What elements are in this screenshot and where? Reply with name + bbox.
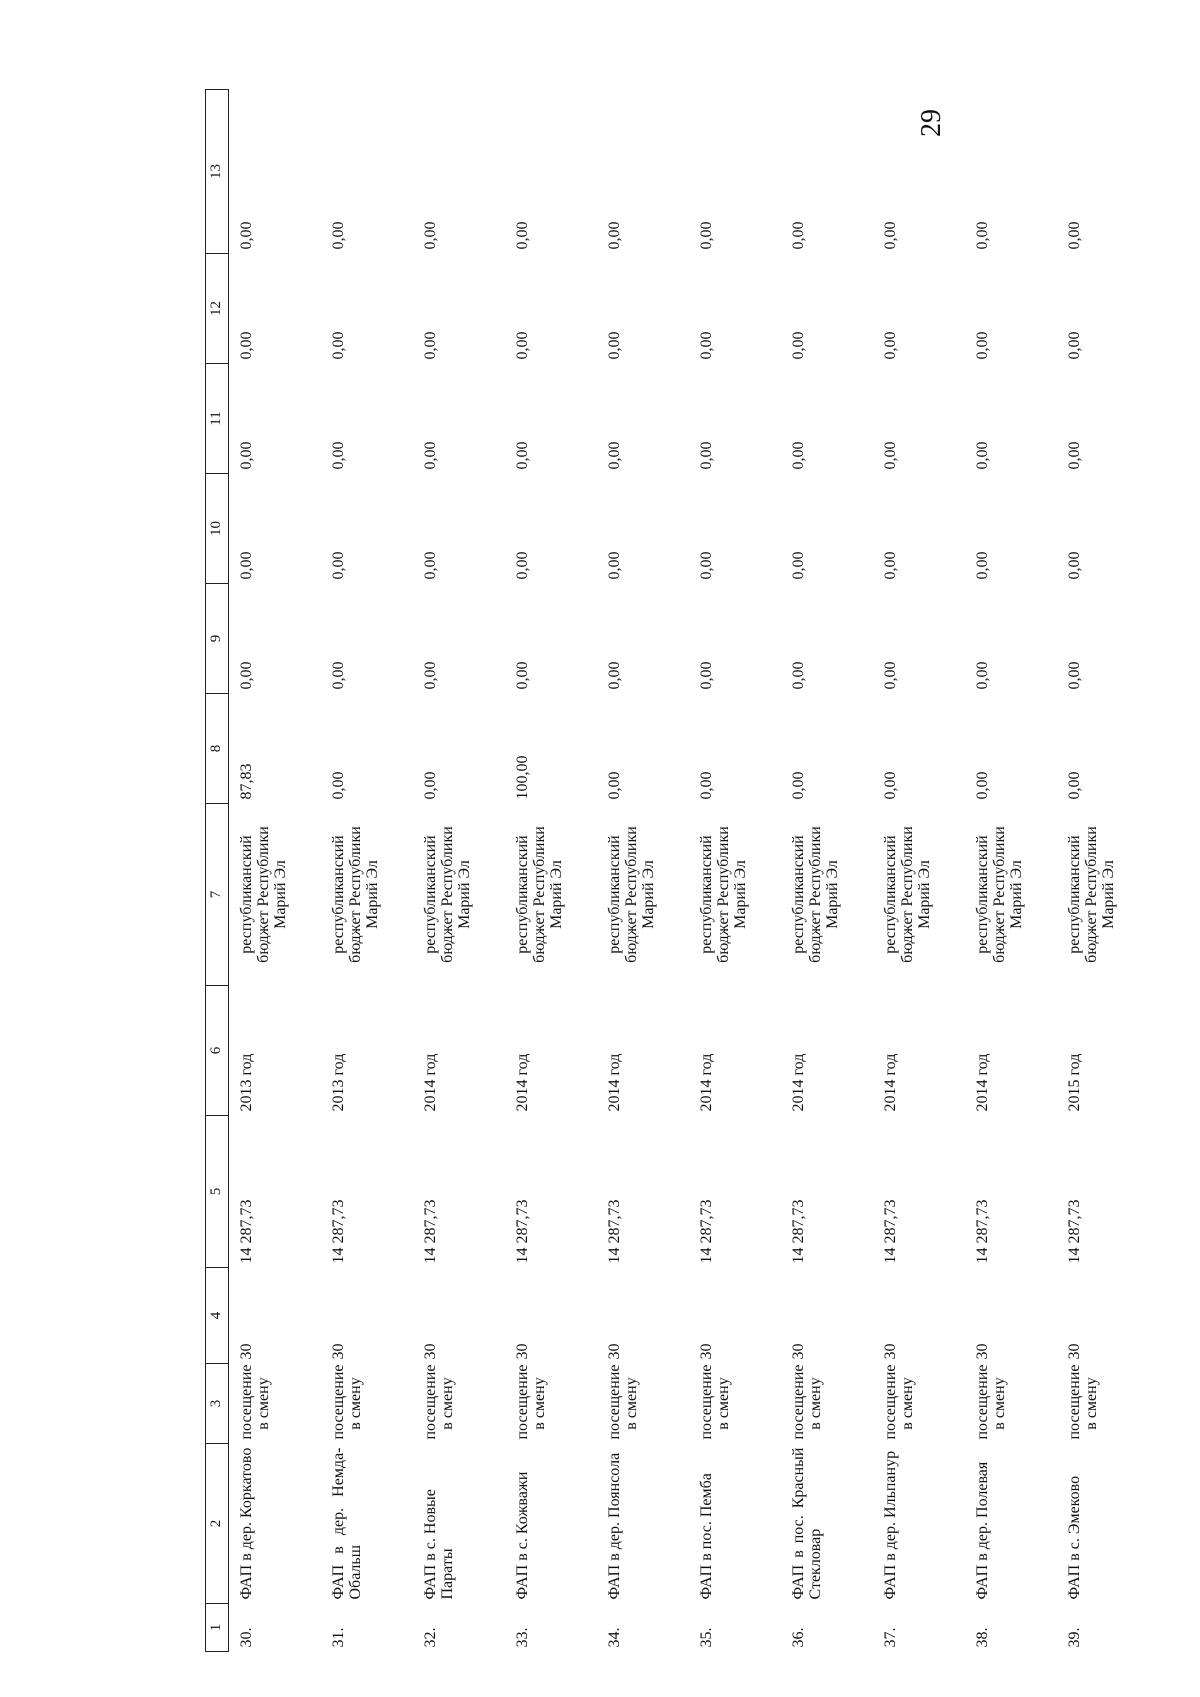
row-number: 34. (606, 1627, 623, 1648)
cost-value: 14 287,73 (330, 1199, 347, 1264)
value-col-11: 0,00 (974, 441, 991, 470)
row-number: 39. (1066, 1627, 1083, 1648)
cost-value: 14 287,73 (882, 1199, 899, 1264)
table-row (229, 90, 322, 1652)
capacity-value: 30 (514, 1343, 531, 1360)
value-col-12: 0,00 (606, 331, 623, 360)
value-col-9: 0,00 (330, 661, 347, 690)
value-col-12: 0,00 (330, 331, 347, 360)
value-col-13: 0,00 (422, 221, 439, 250)
year-value: 2014 год (422, 1053, 439, 1112)
value-col-9: 0,00 (974, 661, 991, 690)
unit-of-measure: посещение в смену (330, 1364, 364, 1440)
unit-of-measure: посещение в смену (1066, 1364, 1100, 1440)
column-header-13: 13 (206, 90, 229, 254)
value-col-8: 87,83 (238, 763, 255, 800)
value-col-10: 0,00 (1066, 551, 1083, 580)
value-col-10: 0,00 (330, 551, 347, 580)
object-name-line: ФАП в дер. Полевая (974, 1461, 991, 1600)
funding-source: республиканский бюджет Республики Марий Эл (790, 826, 841, 963)
value-col-10: 0,00 (974, 551, 991, 580)
unit-of-measure: посещение в смену (514, 1364, 548, 1440)
unit-of-measure: посещение в смену (882, 1364, 916, 1440)
value-col-9: 0,00 (606, 661, 623, 690)
cost-value: 14 287,73 (238, 1199, 255, 1264)
value-col-11: 0,00 (1066, 441, 1083, 470)
capacity-value: 30 (238, 1343, 255, 1360)
column-header-2: 2 (206, 1444, 229, 1604)
column-header-12: 12 (206, 254, 229, 364)
cost-value: 14 287,73 (698, 1199, 715, 1264)
table-header-row (206, 90, 229, 1652)
value-col-10: 0,00 (514, 551, 531, 580)
unit-of-measure: посещение в смену (422, 1364, 456, 1440)
capacity-value: 30 (330, 1343, 347, 1360)
value-col-13: 0,00 (330, 221, 347, 250)
column-header-8: 8 (206, 694, 229, 804)
object-name-line: Стекловар (806, 1528, 824, 1600)
year-value: 2013 год (238, 1053, 255, 1112)
row-number: 31. (330, 1627, 347, 1648)
object-name (781, 1444, 873, 1604)
value-col-8: 0,00 (1066, 771, 1083, 800)
value-col-8: 0,00 (974, 771, 991, 800)
funding-source: республиканский бюджет Республики Марий Эл (974, 826, 1025, 963)
object-name-line: ФАП в с. Кожважи (514, 1471, 531, 1600)
value-col-10: 0,00 (238, 551, 255, 580)
funding-source: республиканский бюджет Республики Марий Эл (1066, 826, 1117, 963)
unit-of-measure: посещение в смену (974, 1364, 1008, 1440)
value-col-12: 0,00 (422, 331, 439, 360)
year-value: 2013 год (330, 1053, 347, 1112)
capacity-value: 30 (1066, 1343, 1083, 1360)
value-col-8: 0,00 (790, 771, 807, 800)
funding-source: республиканский бюджет Республики Марий Эл (514, 826, 565, 963)
object-name (873, 1444, 965, 1604)
value-col-8: 0,00 (422, 771, 439, 800)
value-col-9: 0,00 (422, 661, 439, 690)
value-col-10: 0,00 (698, 551, 715, 580)
column-header-9: 9 (206, 584, 229, 694)
unit-of-measure: посещение в смену (698, 1364, 732, 1440)
year-value: 2014 год (974, 1053, 991, 1112)
value-col-9: 0,00 (882, 661, 899, 690)
value-col-13: 0,00 (790, 221, 807, 250)
table-row (597, 90, 689, 1652)
row-number: 30. (238, 1627, 255, 1648)
object-name (597, 1444, 689, 1604)
value-col-10: 0,00 (422, 551, 439, 580)
object-name-line: ФАП в пос. Пемба (698, 1473, 715, 1600)
rotated-table-sheet (205, 90, 1117, 1652)
object-name (229, 1444, 322, 1604)
value-col-11: 0,00 (238, 441, 255, 470)
column-header-4: 4 (206, 1268, 229, 1364)
value-col-12: 0,00 (882, 331, 899, 360)
value-col-11: 0,00 (698, 441, 715, 470)
capacity-value: 30 (882, 1343, 899, 1360)
funding-source: республиканский бюджет Республики Марий Эл (698, 826, 749, 963)
value-col-10: 0,00 (606, 551, 623, 580)
value-col-12: 0,00 (1066, 331, 1083, 360)
value-col-12: 0,00 (698, 331, 715, 360)
column-header-11: 11 (206, 364, 229, 474)
value-col-9: 0,00 (698, 661, 715, 690)
funding-source: республиканский бюджет Республики Марий Эл (330, 826, 381, 963)
value-col-11: 0,00 (606, 441, 623, 470)
object-name-line: Обальш (346, 1544, 364, 1600)
year-value: 2015 год (1066, 1053, 1083, 1112)
capacity-value: 30 (698, 1343, 715, 1360)
object-name-line: ФАП в с. Новые Параты (422, 1489, 456, 1600)
value-col-9: 0,00 (514, 661, 531, 690)
unit-of-measure: посещение в смену (606, 1364, 640, 1440)
object-name-line: ФАП в дер. Немда- (330, 1447, 347, 1600)
capacity-value: 30 (974, 1343, 991, 1360)
capacity-value: 30 (606, 1343, 623, 1360)
year-value: 2014 год (606, 1053, 623, 1112)
row-number: 36. (790, 1627, 807, 1648)
cost-value: 14 287,73 (514, 1199, 531, 1264)
table-row (505, 90, 597, 1652)
page-number: 29 (916, 109, 947, 137)
table-body (229, 90, 1150, 1652)
cost-value: 14 287,73 (974, 1199, 991, 1264)
value-col-8: 0,00 (330, 771, 347, 800)
object-name (413, 1444, 505, 1604)
year-value: 2014 год (514, 1053, 531, 1112)
column-header-7: 7 (206, 804, 229, 986)
value-col-8: 100,00 (514, 755, 531, 800)
value-col-13: 0,00 (514, 221, 531, 250)
row-number: 33. (514, 1627, 531, 1648)
table-row (321, 90, 413, 1652)
value-col-8: 0,00 (698, 771, 715, 800)
value-col-12: 0,00 (238, 331, 255, 360)
row-number: 35. (698, 1627, 715, 1648)
value-col-9: 0,00 (238, 661, 255, 690)
value-col-13: 0,00 (1066, 221, 1083, 250)
object-name-line: ФАП в пос. Красный (790, 1447, 807, 1600)
object-name (689, 1444, 781, 1604)
funding-source: республиканский бюджет Республики Марий Эл (422, 826, 473, 963)
value-col-11: 0,00 (514, 441, 531, 470)
value-col-11: 0,00 (330, 441, 347, 470)
cost-value: 14 287,73 (1066, 1199, 1083, 1264)
row-number: 32. (422, 1627, 439, 1648)
cost-value: 14 287,73 (606, 1199, 623, 1264)
column-header-1: 1 (206, 1604, 229, 1652)
value-col-13: 0,00 (882, 221, 899, 250)
value-col-11: 0,00 (882, 441, 899, 470)
table-row (689, 90, 781, 1652)
year-value: 2014 год (698, 1053, 715, 1112)
column-header-3: 3 (206, 1364, 229, 1444)
object-name-line: ФАП в дер. Ильпанур (882, 1450, 899, 1600)
object-name (505, 1444, 597, 1604)
row-number: 38. (974, 1627, 991, 1648)
cost-value: 14 287,73 (790, 1199, 807, 1264)
year-value: 2014 год (790, 1053, 807, 1112)
object-name (1057, 1444, 1149, 1604)
unit-of-measure: посещение в смену (790, 1364, 824, 1440)
object-name (321, 1444, 413, 1604)
value-col-10: 0,00 (882, 551, 899, 580)
value-col-13: 0,00 (238, 221, 255, 250)
value-col-10: 0,00 (790, 551, 807, 580)
table-row (781, 90, 873, 1652)
cost-value: 14 287,73 (422, 1199, 439, 1264)
value-col-9: 0,00 (1066, 661, 1083, 690)
value-col-11: 0,00 (790, 441, 807, 470)
funding-source: республиканский бюджет Республики Марий Эл (882, 826, 933, 963)
object-name-line: ФАП в дер. Коркатово (238, 1447, 255, 1600)
value-col-11: 0,00 (422, 441, 439, 470)
table-row (1057, 90, 1149, 1652)
value-col-13: 0,00 (974, 221, 991, 250)
funding-source: республиканский бюджет Республики Марий Эл (606, 826, 657, 963)
value-col-13: 0,00 (698, 221, 715, 250)
object-name (965, 1444, 1057, 1604)
column-header-6: 6 (206, 986, 229, 1116)
column-header-10: 10 (206, 474, 229, 584)
column-header-5: 5 (206, 1116, 229, 1268)
construction-objects-table (205, 89, 1149, 1652)
capacity-value: 30 (422, 1343, 439, 1360)
funding-source: республиканский бюджет Республики Марий Эл (238, 826, 289, 963)
value-col-9: 0,00 (790, 661, 807, 690)
value-col-13: 0,00 (606, 221, 623, 250)
value-col-12: 0,00 (514, 331, 531, 360)
value-col-8: 0,00 (606, 771, 623, 800)
value-col-8: 0,00 (882, 771, 899, 800)
value-col-12: 0,00 (790, 331, 807, 360)
table-row (873, 90, 965, 1652)
capacity-value: 30 (790, 1343, 807, 1360)
object-name-line: ФАП в с. Эмеково (1066, 1475, 1083, 1600)
object-name-line: ФАП в дер. Поянсола (606, 1452, 623, 1600)
unit-of-measure: посещение в смену (238, 1364, 272, 1440)
table-row (965, 90, 1057, 1652)
value-col-12: 0,00 (974, 331, 991, 360)
row-number: 37. (882, 1627, 899, 1648)
table-row (413, 90, 505, 1652)
year-value: 2014 год (882, 1053, 899, 1112)
